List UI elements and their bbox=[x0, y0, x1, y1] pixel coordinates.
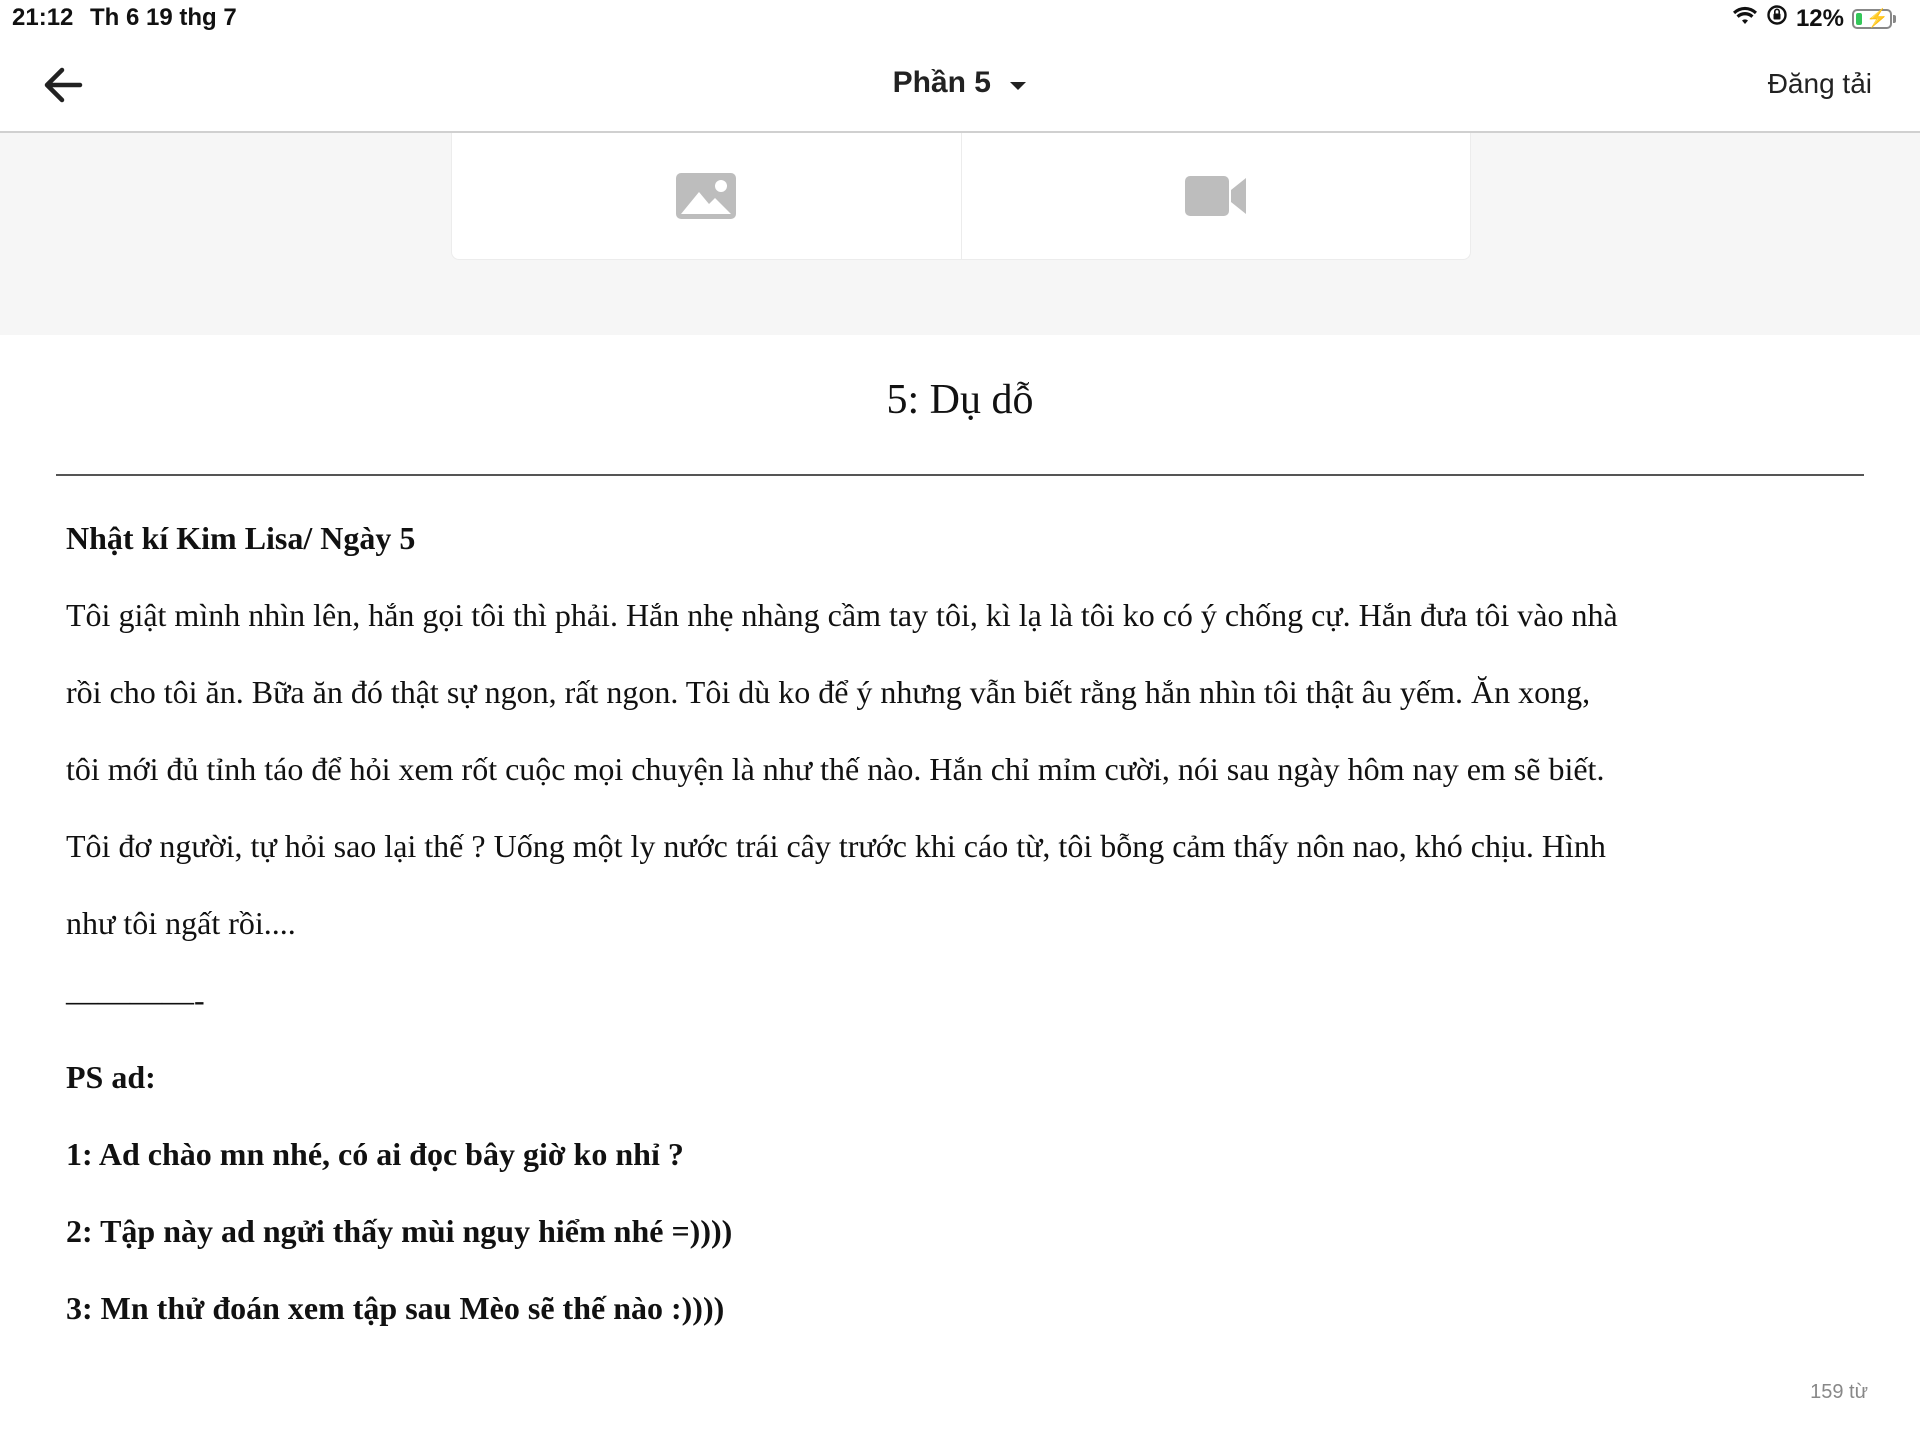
status-date: Th 6 19 thg 7 bbox=[90, 4, 237, 31]
word-count: 159 từ bbox=[1810, 1381, 1868, 1403]
status-indicators bbox=[1732, 4, 1896, 33]
publish-button[interactable]: Đăng tải bbox=[1767, 68, 1872, 99]
status-time: 21:12 bbox=[12, 4, 74, 31]
part-title: Phần 5 bbox=[892, 66, 991, 99]
body-line: tôi mới đủ tỉnh táo để hỏi xem rốt cuộc mọi chuyện là như thế nào. Hắn chỉ mỉm cười, nói sau ngày hôm nay em sẽ biết. bbox=[66, 751, 1605, 787]
title-divider bbox=[56, 474, 1864, 476]
add-image-button[interactable] bbox=[452, 133, 961, 259]
body-line: Tôi giật mình nhìn lên, hắn gọi tôi thì phải. Hắn nhẹ nhàng cầm tay tôi, kì lạ là tôi ko có ý chống cự. Hắn đưa tôi vào nhà bbox=[66, 597, 1618, 633]
ps-heading: PS ad: bbox=[66, 1059, 156, 1095]
ps-note: 2: Tập này ad ngửi thấy mùi nguy hiểm nhé =)))) bbox=[66, 1213, 733, 1249]
body-line: như tôi ngất rồi.... bbox=[66, 905, 296, 941]
media-insert-box bbox=[451, 133, 1471, 260]
caret-down-icon bbox=[1009, 79, 1027, 97]
add-video-button[interactable] bbox=[961, 133, 1471, 259]
body-line: Tôi đơ người, tự hỏi sao lại thế ? Uống một ly nước trái cây trước khi cáo từ, tôi bỗng cảm thấy nôn nao, khó chịu. Hình bbox=[66, 828, 1606, 864]
video-camera-icon bbox=[1184, 174, 1248, 218]
text-divider: ————- bbox=[66, 982, 205, 1018]
status-bar bbox=[0, 0, 1920, 38]
editor-nav-bar bbox=[0, 38, 1920, 133]
battery-icon: ⚡ bbox=[1852, 9, 1896, 29]
image-icon bbox=[675, 172, 737, 220]
media-insert-area bbox=[0, 133, 1920, 335]
orientation-lock-icon bbox=[1766, 4, 1788, 33]
chapter-title[interactable]: 5: Dụ dỗ bbox=[886, 377, 1034, 423]
wifi-icon bbox=[1732, 5, 1758, 33]
story-body-editor[interactable] bbox=[66, 500, 1866, 1347]
battery-percentage: 12% bbox=[1795, 4, 1844, 32]
body-line: rồi cho tôi ăn. Bữa ăn đó thật sự ngon, rất ngon. Tôi dù ko để ý nhưng vẫn biết rằng hắn nhìn tôi thật âu yếm. Ăn xong, bbox=[66, 674, 1591, 710]
diary-heading: Nhật kí Kim Lisa/ Ngày 5 bbox=[66, 520, 416, 556]
ps-note: 1: Ad chào mn nhé, có ai đọc bây giờ ko nhỉ ? bbox=[66, 1136, 684, 1172]
ps-note: 3: Mn thử đoán xem tập sau Mèo sẽ thế nào :)))) bbox=[66, 1290, 725, 1326]
part-selector-dropdown[interactable] bbox=[0, 66, 1920, 100]
